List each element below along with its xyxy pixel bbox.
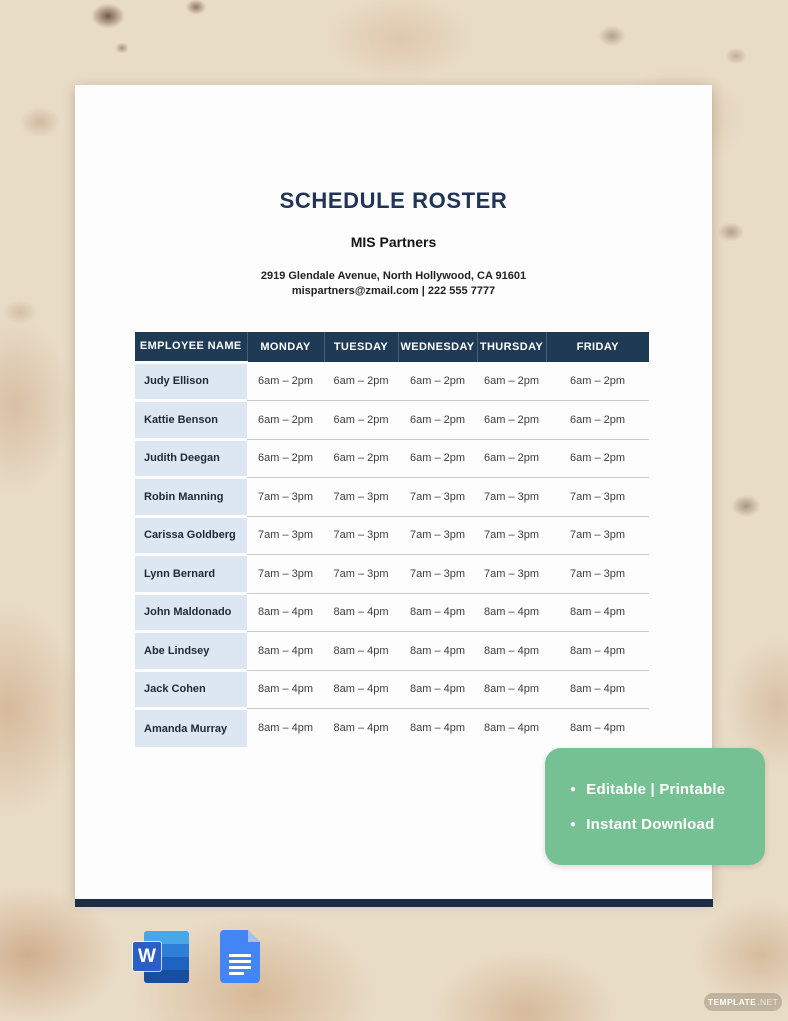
- shift-time-cell: 7am – 3pm: [324, 516, 398, 555]
- shift-time-cell: 8am – 4pm: [247, 709, 324, 748]
- table-row: [135, 670, 649, 709]
- shift-time-cell: 7am – 3pm: [247, 478, 324, 517]
- page-footer-bar: [75, 899, 713, 907]
- shift-time-cell: 8am – 4pm: [477, 670, 546, 709]
- shift-time-cell: 8am – 4pm: [247, 593, 324, 632]
- shift-time-cell: 6am – 2pm: [333, 375, 389, 387]
- employee-name-cell: Abe Lindsey: [135, 632, 247, 671]
- employee-name-cell: Carissa Goldberg: [135, 516, 247, 555]
- microsoft-word-icon[interactable]: [133, 931, 190, 983]
- shift-time-cell: 8am – 4pm: [477, 709, 546, 748]
- table-row: [135, 593, 649, 632]
- employee-name-cell: Kattie Benson: [135, 401, 247, 440]
- shift-time-cell: 8am – 4pm: [247, 632, 324, 671]
- shift-time-cell: 8am – 4pm: [546, 593, 649, 632]
- table-row: [135, 632, 649, 671]
- shift-time-cell: 8am – 4pm: [398, 593, 477, 632]
- shift-time-cell: 7am – 3pm: [398, 516, 477, 555]
- shift-time-cell: 8am – 4pm: [398, 632, 477, 671]
- col-header-monday: MONDAY: [247, 332, 324, 362]
- employee-name-cell: John Maldonado: [135, 593, 247, 632]
- shift-time-cell: 8am – 4pm: [398, 709, 477, 748]
- shift-time-cell: 8am – 4pm: [477, 632, 546, 671]
- employee-name-cell: Robin Manning: [135, 478, 247, 517]
- company-name: MIS Partners: [350, 234, 437, 250]
- shift-time-cell: 7am – 3pm: [546, 516, 649, 555]
- shift-time-cell: 7am – 3pm: [477, 516, 546, 555]
- watermark-brand: TEMPLATE: [707, 997, 757, 1007]
- shift-time-cell: 6am – 2pm: [483, 375, 540, 387]
- badge-feature-instant-download: ● Instant Download: [570, 816, 765, 833]
- promo-badge: [545, 748, 765, 865]
- shift-time-cell: 6am – 2pm: [398, 439, 477, 478]
- employee-name-cell: Amanda Murray: [135, 709, 247, 748]
- shift-time-cell: 8am – 4pm: [546, 670, 649, 709]
- watermark-tld: .NET: [757, 997, 779, 1007]
- shift-time-cell: 8am – 4pm: [324, 632, 398, 671]
- table-row: [135, 362, 649, 401]
- shift-time-cell: 7am – 3pm: [546, 478, 649, 517]
- shift-time-cell: 6am – 2pm: [546, 401, 649, 440]
- shift-time-cell: 8am – 4pm: [398, 670, 477, 709]
- schedule-table: [135, 332, 649, 747]
- shift-time-cell: 6am – 2pm: [247, 401, 324, 440]
- col-header-wednesday: WEDNESDAY: [398, 332, 477, 362]
- col-header-tuesday: TUESDAY: [324, 332, 398, 362]
- shift-time-cell: 7am – 3pm: [324, 555, 398, 594]
- gdocs-text-lines: [229, 954, 251, 978]
- col-header-thursday: THURSDAY: [477, 332, 546, 362]
- shift-time-cell: 8am – 4pm: [546, 709, 649, 748]
- employee-name-cell: Judith Deegan: [135, 439, 247, 478]
- shift-time-cell: 6am – 2pm: [398, 401, 477, 440]
- table-row: [135, 401, 649, 440]
- shift-time-cell: 6am – 2pm: [477, 439, 546, 478]
- company-contact-block: [75, 269, 712, 299]
- google-docs-icon[interactable]: [220, 930, 260, 983]
- shift-time-cell: 7am – 3pm: [477, 555, 546, 594]
- shift-time-cell: 8am – 4pm: [324, 709, 398, 748]
- shift-time-cell: 6am – 2pm: [324, 401, 398, 440]
- company-address: 2919 Glendale Avenue, North Hollywood, CA 91601: [260, 270, 527, 282]
- employee-name-cell: Judy Ellison: [135, 362, 247, 401]
- shift-time-cell: 6am – 2pm: [247, 439, 324, 478]
- gdocs-folded-corner: [248, 930, 260, 942]
- table-row: [135, 478, 649, 517]
- shift-time-cell: 7am – 3pm: [247, 555, 324, 594]
- table-row: [135, 439, 649, 478]
- template-net-watermark: [704, 993, 782, 1011]
- shift-time-cell: 7am – 3pm: [324, 478, 398, 517]
- shift-time-cell: 7am – 3pm: [546, 555, 649, 594]
- shift-time-cell: 6am – 2pm: [569, 375, 626, 387]
- table-row: [135, 709, 649, 748]
- shift-time-cell: 6am – 2pm: [409, 375, 466, 387]
- header-row: [135, 332, 649, 362]
- shift-time-cell: 8am – 4pm: [477, 593, 546, 632]
- schedule-table-body: [135, 362, 649, 747]
- shift-time-cell: 6am – 2pm: [257, 375, 314, 387]
- page-title: SCHEDULE ROSTER: [279, 188, 508, 213]
- employee-name-cell: Jack Cohen: [135, 670, 247, 709]
- word-letter-badge: W: [133, 942, 161, 971]
- employee-name-cell: Lynn Bernard: [135, 555, 247, 594]
- shift-time-cell: 6am – 2pm: [477, 401, 546, 440]
- shift-time-cell: 7am – 3pm: [398, 555, 477, 594]
- table-row: [135, 555, 649, 594]
- shift-time-cell: 7am – 3pm: [398, 478, 477, 517]
- shift-time-cell: 8am – 4pm: [324, 670, 398, 709]
- table-row: [135, 516, 649, 555]
- col-header-employee-name: EMPLOYEE NAME: [135, 332, 247, 362]
- shift-time-cell: 7am – 3pm: [477, 478, 546, 517]
- shift-time-cell: 8am – 4pm: [324, 593, 398, 632]
- company-contact: mispartners@zmail.com | 222 555 7777: [291, 285, 496, 297]
- schedule-table-header: [135, 332, 649, 362]
- shift-time-cell: 6am – 2pm: [324, 439, 398, 478]
- shift-time-cell: 7am – 3pm: [247, 516, 324, 555]
- shift-time-cell: 6am – 2pm: [546, 439, 649, 478]
- col-header-friday: FRIDAY: [546, 332, 649, 362]
- badge-feature-editable-printable: ● Editable | Printable: [570, 781, 765, 798]
- shift-time-cell: 8am – 4pm: [546, 632, 649, 671]
- shift-time-cell: 8am – 4pm: [247, 670, 324, 709]
